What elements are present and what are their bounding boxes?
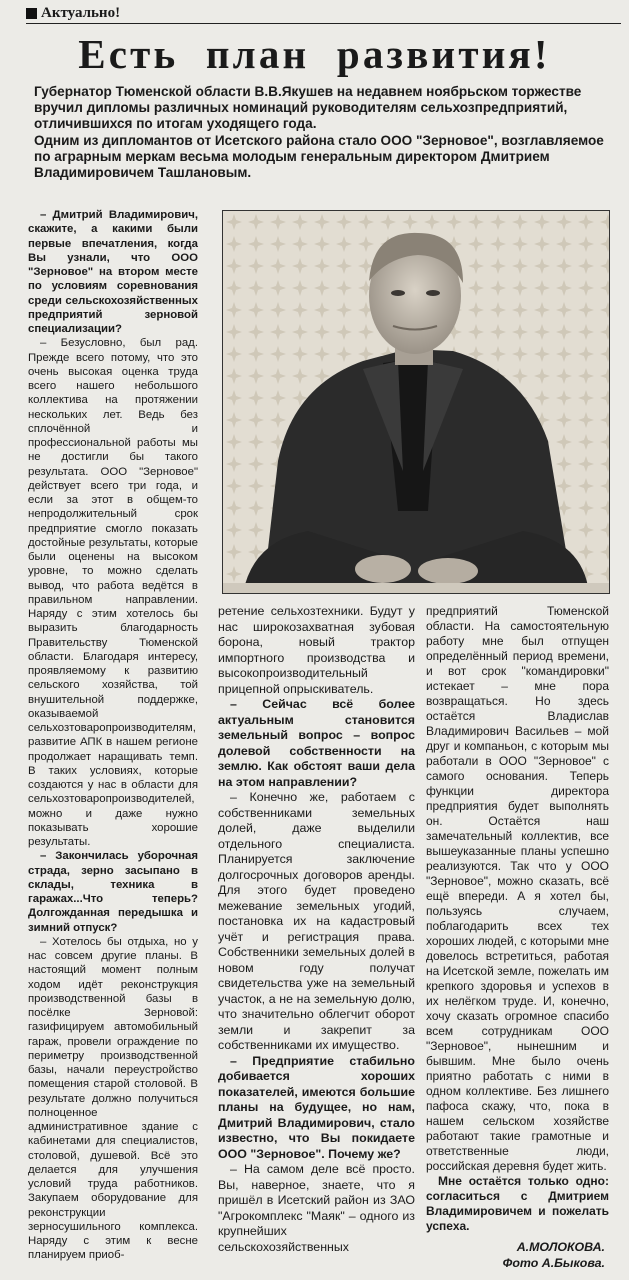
answer-3: – Конечно же, работаем с собственниками земельных долей, даже выделили отдельного специалиста. Планируется заключение долгосрочных договоров аренды. Для этого будет проведено межевание земельных угодий, постановка их на кадастровый учёт и регистрация права. Собственники земельных долей в новом году получат свидетельства уже на земельный участок, а не на земельную долю, что значительно облегчит оборот земли и закрепит за собственниками их имущество.	[218, 790, 415, 1052]
article-column-1	[28, 208, 198, 1263]
rubric-label: Актуально!	[41, 4, 121, 21]
header-rule	[26, 23, 621, 24]
question-1: – Дмитрий Владимирович, скажите, а какими были первые впечатления, когда Вы узнали, что ООО "Зерновое" на втором месте по условиям соревнования среди сельскохозяйственных предприятий зерновой специализации?	[28, 209, 198, 335]
question-4: – Предприятие стабильно добивается хороших показателей, имеются большие планы на будущее, но нам, Дмитрий Владимирович, стало известно, что Вы покидаете ООО "Зерновое". Почему же?	[218, 1053, 415, 1161]
rubric	[26, 4, 120, 22]
portrait-photo	[222, 210, 610, 594]
lead-paragraph	[34, 84, 619, 181]
answer-1: – Безусловно, был рад. Прежде всего потому, что это очень высокая оценка труда всего нашего небольшого коллектива на протяжении нескольких лет. Ведь без сплочённой и профессиональной работы мы не достигли бы такого результата. ООО "Зерновое" действует всего три года, и если за этот в общем-то непродолжительный срок предприятие смогло показать достойные результаты, которые были оценены на высоком уровне, то можно сделать вывод, что работа ведётся в правильном направлении. Наряду с этим хотелось бы выразить благодарность Правительству Тюменской области. Благодаря интересу, проявляемому к развитию сельского хозяйства, той внушительной поддержке, оказываемой сельхозтоваропроизводителям, развитие АПК в нашем регионе продолжает наращивать темп. В таких условиях, которые создаются у нас в области для сельхозтоваропроизводителей, можно и даже нужно показывать хорошие результаты.	[28, 337, 198, 848]
headline: Есть план развития!	[78, 31, 551, 77]
lead-p1: Губернатор Тюменской области В.В.Якушев на недавнем ноябрьском торжестве вручил дипломы различных номинаций руководителям сельхозпредприятий, отличившихся по итогам уходящего года.	[34, 84, 582, 132]
question-2: – Закончилась уборочная страда, зерно засыпано в склады, техника в гаражах...Что теперь? Долгожданная передышка и зимний отпуск?	[28, 850, 198, 934]
article-column-3	[426, 604, 609, 1234]
answer-2-part-1: – Хотелось бы отдыха, но у нас совсем другие планы. В настоящий момент полным ходом идёт реконструкция производственной базы в посёлке Зерновой: газифицируем автомобильный гараж, провели ограждение по периметру производственной базы, начали переустройство помещения старой столовой. В результате должно получиться полноценное административное здание с кабинетами для специалистов, столовой, душевой. Всё это делается для улучшения условий труда работников. Закупаем оборудование для реконструкции зерносушильного комплекса. Наряду с этим к весне планируем приоб-	[28, 935, 198, 1262]
byline	[503, 1240, 605, 1271]
answer-4-part-1: – На самом деле всё просто. Вы, наверное, знаете, что я пришёл в Исетский район из ЗАО "Агрокомплекс "Маяк" – одного из крупнейших сельскохозяйственных	[218, 1162, 415, 1254]
answer-4-part-2: предприятий Тюменской области. На самостоятельную работу мне был отпущен определённый период времени, и вот срок "командировки" истекает – мне пора возвращаться. Но здесь остаётся Владислав Владимирович Васильев – мой друг и компаньон, с которым мы работали в ООО "Зерновое" с самого основания. Теперь функции директора предприятия будет выполнять он. Остаётся наш замечательный коллектив, все вышеуказанные планы успешно реализуются. Так что у ООО "Зерновое", можно сказать, всё ещё впереди. А я хотел бы, пользуясь случаем, поблагодарить всех тех хороших людей, с которыми мне довелось встретиться, работая на Исетской земле, пожелать им крепкого здоровья и успехов в их нелёгком труде. И, конечно, хочу сказать огромное спасибо всем сотрудникам ООО "Зерновое", нынешним и бывшим. Мне было очень приятно работать с ними в одном коллективе. Без лишнего пафоса скажу, что, пока в нашем сельском хозяйстве работают такие грамотные и ответственные люди, российская деревня будет жить.	[426, 604, 609, 1173]
answer-2-part-2: ретение сельхозтехники. Будут у нас широкозахватная зубовая борона, новый трактор импортного производства и высокопроизводительный прицепной опрыскиватель.	[218, 604, 415, 696]
closing-remark: Мне остаётся только одно: согласиться с Дмитрием Владимировичем и пожелать успеха.	[426, 1174, 609, 1233]
photo-credit: Фото А.Быкова.	[502, 1255, 605, 1270]
article-column-2	[218, 604, 415, 1255]
author-name: А.МОЛОКОВА.	[516, 1240, 605, 1254]
portrait-photo-icon	[223, 211, 609, 593]
lead-p2: Одним из дипломантов от Исетского района стало ООО "Зерновое", возглавляемое по аграрным меркам весьма молодым генеральным директором Дмитрием Владимировичем Ташлановым.	[34, 132, 604, 181]
question-3: – Сейчас всё более актуальным становится земельный вопрос – вопрос долевой собственности на землю. Как обстоят ваши дела на этом направлении?	[218, 697, 415, 789]
rubric-square-icon	[26, 8, 37, 19]
